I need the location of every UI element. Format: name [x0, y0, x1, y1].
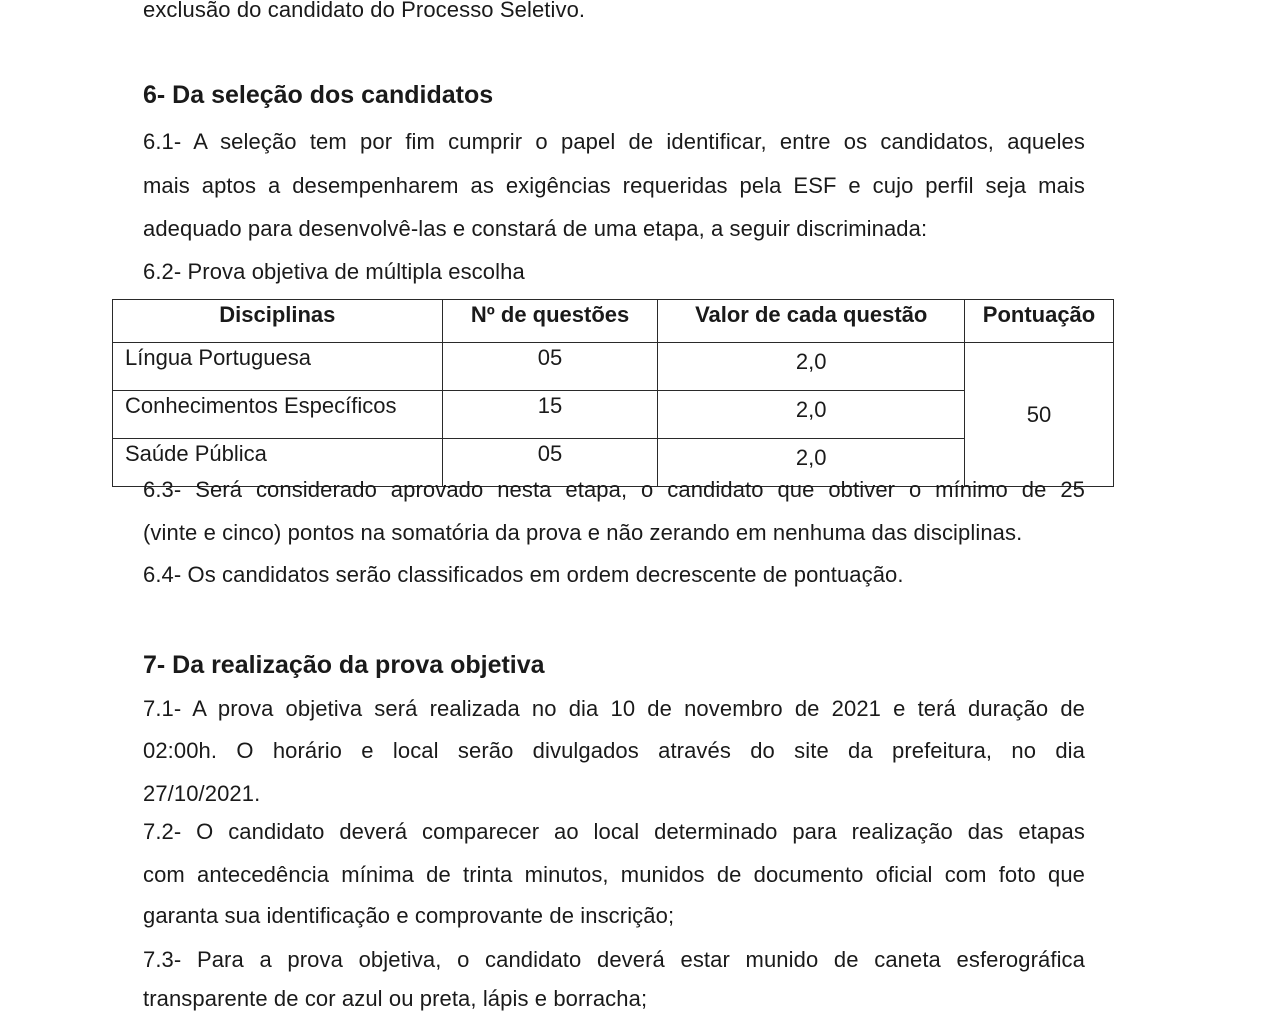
header-disciplinas: Disciplinas: [113, 300, 443, 343]
section5-tail-line: exclusão do candidato do Processo Seletivo.: [143, 0, 586, 22]
p73-line-2: transparente de cor azul ou preta, lápis e borracha;: [143, 986, 648, 1011]
cell-questoes: 05: [442, 439, 658, 487]
p73-line-1: 7.3- Para a prova objetiva, o candidato deverá estar munido de caneta esferográfica: [143, 947, 1085, 972]
header-valor: Valor de cada questão: [658, 300, 965, 343]
p72-line-1: 7.2- O candidato deverá comparecer ao local determinado para realização das etapas: [143, 819, 1085, 844]
p72-line-3: garanta sua identificação e comprovante de inscrição;: [143, 903, 675, 928]
p61-line-3: adequado para desenvolvê-las e constará de uma etapa, a seguir discriminada:: [143, 216, 928, 241]
cell-valor: 2,0: [658, 439, 965, 487]
section7-heading: 7- Da realização da prova objetiva: [143, 651, 545, 679]
p61-line-2: mais aptos a desempenharem as exigências requeridas pela ESF e cujo perfil seja mais: [143, 173, 1085, 198]
cell-valor: 2,0: [658, 391, 965, 439]
cell-questoes: 05: [442, 343, 658, 391]
p64-line: 6.4- Os candidatos serão classificados em ordem decrescente de pontuação.: [143, 562, 904, 587]
cell-pontuacao: 50: [965, 343, 1114, 487]
cell-disciplina: Saúde Pública: [113, 439, 443, 487]
cell-questoes: 15: [442, 391, 658, 439]
p71-line-2: 02:00h. O horário e local serão divulgados através do site da prefeitura, no dia: [143, 738, 1085, 763]
header-pontuacao: Pontuação: [965, 300, 1114, 343]
cell-disciplina: Conhecimentos Específicos: [113, 391, 443, 439]
table-row: [113, 343, 1114, 391]
cell-disciplina: Língua Portuguesa: [113, 343, 443, 391]
p61-line-1: 6.1- A seleção tem por fim cumprir o papel de identificar, entre os candidatos, aqueles: [143, 129, 1085, 154]
p71-line-3: 27/10/2021.: [143, 781, 261, 806]
table-header-row: [113, 300, 1114, 343]
p62-title: 6.2- Prova objetiva de múltipla escolha: [143, 259, 525, 284]
table-row: [113, 391, 1114, 439]
exam-table: [112, 299, 1114, 487]
p63-line-1: 6.3- Será considerado aprovado nesta etapa, o candidato que obtiver o mínimo de 25: [143, 477, 1085, 502]
p72-line-2: com antecedência mínima de trinta minutos, munidos de documento oficial com foto que: [143, 862, 1085, 887]
p71-line-1: 7.1- A prova objetiva será realizada no dia 10 de novembro de 2021 e terá duração de: [143, 696, 1085, 721]
section6-heading: 6- Da seleção dos candidatos: [143, 81, 494, 109]
p63-line-2: (vinte e cinco) pontos na somatória da prova e não zerando em nenhuma das disciplinas.: [143, 520, 1023, 545]
cell-valor: 2,0: [658, 343, 965, 391]
header-questoes: Nº de questões: [442, 300, 658, 343]
